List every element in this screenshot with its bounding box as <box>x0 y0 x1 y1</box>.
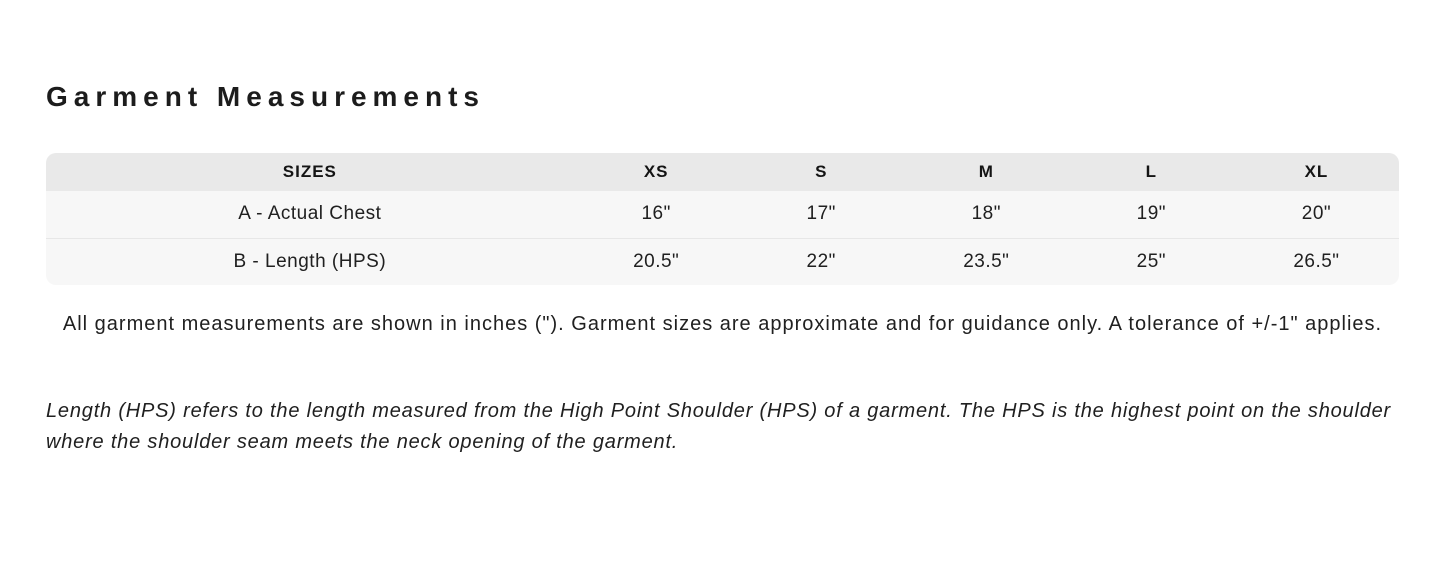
hps-definition-note: Length (HPS) refers to the length measured from the High Point Shoulder (HPS) of a garment. The HPS is the highest point on the shoulder where the shoulder seam meets the neck opening of the garment. <box>46 400 1392 453</box>
cell-length-hps-m: 23.5" <box>904 238 1069 285</box>
table-row-length-hps <box>46 238 1399 285</box>
cell-length-hps-xs: 20.5" <box>574 238 739 285</box>
column-header-s: S <box>739 153 904 191</box>
cell-actual-chest-s: 17" <box>739 191 904 238</box>
tolerance-note: All garment measurements are shown in inches ("). Garment sizes are approximate and for guidance only. A tolerance of +/-1" applies. <box>62 313 1383 335</box>
table-header-row <box>46 153 1399 191</box>
cell-actual-chest-xs: 16" <box>574 191 739 238</box>
cell-actual-chest-l: 19" <box>1069 191 1234 238</box>
cell-actual-chest-m: 18" <box>904 191 1069 238</box>
row-label-length-hps: B - Length (HPS) <box>46 238 574 285</box>
column-header-l: L <box>1069 153 1234 191</box>
cell-length-hps-xl: 26.5" <box>1234 238 1399 285</box>
cell-length-hps-s: 22" <box>739 238 904 285</box>
column-header-xl: XL <box>1234 153 1399 191</box>
table-row-actual-chest <box>46 191 1399 238</box>
column-header-sizes: SIZES <box>46 153 574 191</box>
page-title: Garment Measurements <box>46 81 486 112</box>
measurements-table <box>46 153 1399 285</box>
row-label-actual-chest: A - Actual Chest <box>46 191 574 238</box>
column-header-xs: XS <box>574 153 739 191</box>
column-header-m: M <box>904 153 1069 191</box>
cell-length-hps-l: 25" <box>1069 238 1234 285</box>
cell-actual-chest-xl: 20" <box>1234 191 1399 238</box>
